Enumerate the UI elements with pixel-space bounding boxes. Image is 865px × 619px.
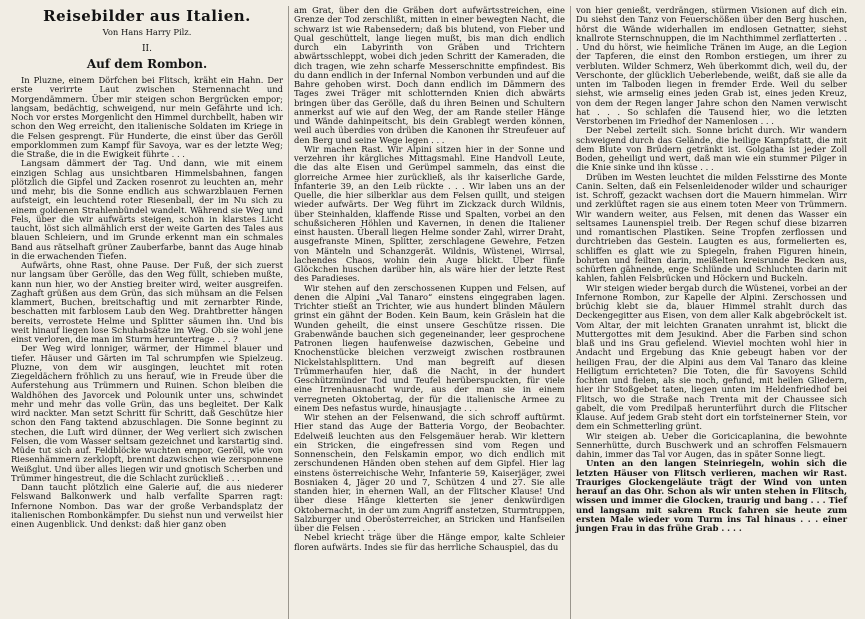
paragraph: Wir machen Rast. Wir Alpini sitzen hier in der Sonne und verzehren ihr kärgliches Mittagsmahl. Eine Handvoll Leute, die das alte Eisen und Gerümpel sammeln, das einst die glorreiche Armee hier zurückließ, als ihr kaiserliche Garde, Infanterie 39, an den Leib rückte . . . Wir laben uns an der Quelle, die hier silberklar aus dem Felsen quillt, und steigen wieder aufwärts. Der Weg führt im Zickzack durch Wildnis, über Steinhalden, klaffende Risse und Spalten, vorbei an den schußsicheren Höhlen und Kavernen, in denen die Italiener einst hausten. Überall liegen Helme sonder Zahl, wirrer Draht, ausgefranste Minen, Splitter, zerschlagene Gewehre, Fetzen von Mänteln und Schanzgerät. Wildnis, Wüstenei, Wirrsal, lachendes Chaos, wohin dein Auge blickt. Über fünfe Glöckchen huschen darüber hin, als wäre hier der letzte Rest des Paradieses. [294,143,565,284]
paragraph: am Grat, über den die Gräben dort aufwärtsstreichen, eine Grenze der Tod zerschlißt, mitten in einer bewegten Nacht, die schwarz ist wie Rabensedern; daß bis blutend, von Fieber und Qual geschüttelt, lange liegen mußt, bis man dich endlich durch ein Labyrinth von Gräben und Trichtern abwärtsschleppt, wobei dich jeden Schritt der Kameraden, die dich tragen, wie zehn scharfe Messerschnitte empfindest. Bis du dann endlich in der Infernal Nombon verbunden und auf die Bahre gehoben wirst. Doch dann endlich im Dämmern des Tages zwei Träger mit schlotternden Knien dich abwärts bringen über das Gerölle, daß du ihren Beinen und Schultern anmerkst auf wie auf den Weg, der am Rande steiler Hänge und Wände dahinpeitscht, bis dein Grablegt werden können, weil auch überdies von drüben die Kanonen ihr Streufeuer auf den Berg und seine Wege legen . . . [294,6,565,145]
paragraph: von hier genießt, verdrängen, stürmen Visionen auf dich ein. Du siehst den Tanz von Feuerschößen über den Berg huschen, hörst die Wände widerhallen im endlosen Getnatter, siehst knallrote Sternschnuppen, die im Nachthimmel zerflatterten . . . Und du hörst, wie heimliche Tränen im Auge, an die Legion der Tapferen, die einst den Rombon erstiegen, um ihrer zu verbluten. Wilder Schmerz, Weh überkommt dich, weil du, der Verschonte, der glücklich Ueberlebende, weißt, daß sie alle da unten im Talboden liegen in fremder Erde. Weil du selber siehst, wie armselig eines jeden Grab ist, eines jeden Kreuz, von dem der Regen langer Jahre schon den Namen verwischt hat . . . So schlafen die Tausend hier, wo die letzten Verstorbenen im Friedhof der Namenlosen . . . [576,6,847,126]
paragraph: Nebel kriecht träge über die Hänge empor, kalte Schleier floren aufwärts. Indes sie für das herrliche Schauspiel, das du [294,532,565,552]
paragraph: Der Weg wird lonniger, wärmer, der Himmel blauer und tiefer. Häuser und Gärten im Tal schrumpfen wie Spielzeug. Pluzne, von dem wir ausgingen, leuchtet mit roten Ziegeldächern fröhlich zu uns herauf, wie in Freude über die Auferstehung aus Trümmern und Ruinen. Schon bleiben die Waldhöhen des Javorcek und Polounik unter uns, schwindet mehr und mehr das volle Grün, das uns begleitet. Der Kalk wird nackter. Man setzt Schritt für Schritt, daß Geschütze hier schon den Fang taktend abzuschlagen. Die Sonne beginnt zu stechen, die Luft wird dünner, der Weg verliert sich zwischen Felsen, die vom Wasser seltsam gezeichnet und karstartig sind. Müde tut sich auf. Feldblöcke wuchten empor, Geröll, wie von Riesenhämmern zerklopft, brennt dazwischen wie zersponnene Weißglut. Und über alles liegen wir und gnotisch Scherben und Trümmer hingestreut, die die Schlacht zurückließ . . . [11,343,283,483]
article-title: Reisebilder aus Italien. [43,7,251,25]
column-1 [6,6,288,619]
column-3 [570,6,852,619]
paragraph: Unten an den langen Steinriegeln, wohin sich die letzten Häuser von Flitsch verlieren, machen wir Rast. Trauriges Glockengeläute trägt der Wind von unten herauf an das Ohr. Schon als wir unten stehen in Flitsch, wissen und immer die Glocken, traurig und bang . . . Tief und langsam mit sakrem Ruck fahren sie heute zum ersten Male wieder vom Turm ins Tal hinaus . . . einer jungen Frau in das frühe Grab . . . . [576,458,847,533]
paragraph: Aufwärts, ohne Rast, ohne Pause. Der Fuß, der sich zuerst nur langsam über Gerölle, das den Weg füllt, schieben mußte, kann nun hier, wo der Anstieg breiter wird, weiter ausgreifen. Zaghaft grüßen aus dem Grün, das sich mühsam an die Felsen klammert, Buchen, breitschaftig und mit zernarbter Rinde, beschatten mit farblosem Laub den Weg. Drahtbretter hängen bereits, verrostete Helme und Splitter säumen ihn. Und bis weit hinauf liegen lose Schuhabsätze im Weg. Ob sie wohl jene einst verloren, die man im Sturm heruntertrage . . . ? [11,260,283,344]
paragraph: Wir steigen wieder bergab durch die Wüstenei, vorbei an der Infernone Rombon, zur Kapelle der Alpini. Zerschossen und brüchig klebt sie da, blauer Himmel strahlt durch das Deckengegitter aus Eisen, von dem aller Kalk abgebröckelt ist. Vom Altar, der mit leichten Granaten unrahmt ist, blickt die Muttergottes mit dem Jesukind. Aber die Farben sind schon blaß und ins Grau gefielend. Wieviel mochten wohl hier in Andacht und Ergebung das Knie gebeugt haben vor der heiligen Frau, der die Alpini aus dem Val Tanaro das kleine Heiligtum errichteten? Die Toten, die für Savoyens Schild fochten und fielen, als sie noch, gefund, mit heilen Gliedern, hier ihr Stoßgebet taten, liegen unten im Heldenfriedhof bei Flitsch, wo die Straße nach Trenta mit der Chaussee sich gabelt, die vom Predilpaß herunterführt durch die Flitscher Klause. Auf jedem Grab steht dort ein torfsteinerner Stein, vor dem ein Schmetterling grünt. [576,282,847,432]
section-number: II. [142,44,152,54]
paragraph: Langsam dämmert der Tag. Und dann, wie mit einem einzigen Schlag aus unsichtbaren Himmelsbahnen, fangen plötzlich die Gipfel und Zacken rosenrot zu leuchten an, mehr und mehr, bis die Sonne endlich aus schwarzblauen Fernen aufsteigt, ein leuchtend roter Riesenball, der im Nu sich zu einem goldenen Strahlenbündel wandelt. Während sie Weg und Fels, über die wir aufwärts steigen, schon in klarstes Licht taucht, löst sich allmählich erst der weite Garten des Tales aus blauen Schleiern, und im Grunde erkennt man ein schmales Band aus rätselhaft grüner Zauberfarbe, bannt das Auge hinab in die erwachenden Tiefen. [11,158,283,261]
paragraph: Dann taucht plötzlich eine Galerie auf, die aus niederer Felswand Balkonwerk und halb verfallte Sparren ragt: Infernone Nombon. Das war der große Verbandsplatz der italienischen Rombonkämpfer. Du siehst nun und verweilst hier einen Augenblick. Und denkst: daß hier ganz oben [11,482,283,529]
column-2 [288,6,570,619]
article-columns [6,6,859,619]
paragraph: Der Nebel zerteilt sich. Sonne bricht durch. Wir wandern schweigend durch das Gelände, die heilige Kampfstatt, die mit dem Blute von Brüdern getränkt ist. Golgatha ist jeder Zoll Boden, geheiligt und wert, daß man wie ein stummer Pilger in die Knie sinke und ihn küsse . . . [576,125,847,173]
paragraph: Wir stehen auf den zerschossenen Kuppen und Felsen, auf denen die Alpini „Val Tanaro“ einstens eingegraben lagen. Trichter stießt an Trichter, wie aus hundert blinden Mäulern grinst ein gähnt der Boden. Kein Baum, kein Gräslein hat die Wunden geheilt, die einst unsere Geschütze rissen. Die Grabenwände bauchen sich gegeneinander, leer gesprochene Patronen liegen haufenweise dazwischen, Gebeine und Knochenstücke bleichen verzweigt zwischen rostbraunen Nickelstahlsplittern. Und man begreift auf diesen Trümmerhaufen hier, daß die Nacht, in der hundert Geschützmünder Tod und Teufel herüberspuckten, für viele eine Irrenhausnacht wurde, aus der man sie in einem verregneten Oktobertag, der für die italienische Armee zu einem Des nefastus wurde, hinausjagte . . . [294,282,565,413]
paragraph: Wir steigen ab. Ueber die Goricicaplanina, die bewohnte Sennerhütte, durch Buschwerk und an schroffen Felsmauern dahin, immer das Tal vor Augen, das in später Sonne liegt. [576,430,847,459]
paragraph: Drüben im Westen leuchtet die milden Felsstirne des Monte Canin. Selten, daß ein Felsenleidenoder wilder und schauriger ist. Schroff, gezackt wachsen dort die Mauern himmelan. Wirr und zerklüftet ragen sie aus einem toten Meer von Trümmern. Wir wandern weiter, aus Felsen, mit denen das Wasser ein seltsames Launenspiel treib. Der Regen schuf diese bizarren und romantischen Plastiken. Seine Tropfen zerflossen und durchtrieben das Gestein. Laugten es aus, formelierten es, schliffen es glatt wie zu Spiegeln, frahen Figuren hinein, bohrten und feilten darin, meißelten kreisrunde Becken aus, schürften gähnende, enge Schlünde und Schluchten darin mit kahlen, fahlen Felsbrücken und Höckern und Buckeln. [576,171,847,284]
section-subtitle: Auf dem Rombon. [86,57,208,71]
paragraph: Wir stehen an der Felsenwand, die sich schroff auftürmt. Hier stand das Auge der Batteria Vorgo, der Beobachter. Edelweiß leuchten aus den Felsgemäuer herab. Wir klettern ein Stricken, die eingefressen sind vom Regen und Sonnenschein, den Felskamin empor, wo dich endlich mit zerschundenen Händen oben stehen auf dem Gipfel. Hier lag einstens österreichische Wehr, Infanterie 59, Kaiserjäger, zwei Bosniaken 4, Jäger 20 und 7, Schützen 4 und 27. Sie alle standen hier, in ehernen Wall, an der Flitscher Klause! Und über diese Hänge kletterten sie jener denkwürdigen Oktobernacht, in der um zum Angriff anstetzen, Sturmtruppen, Salzburger und Oberösterreicher, an Stricken und Hanfseilen über die Felsen . . . [294,412,565,533]
article-byline: Von Hans Harry Pilz. [102,27,192,37]
paragraph: In Pluzne, einem Dörfchen bei Flitsch, kräht ein Hahn. Der erste verirrte Laut zwischen Sternennacht und Morgendämmern. Über mir steigen schon Bergrücken empor; langsam, bedächtig, schweigend, nur mein Gefährte und ich. Noch vor erstes Morgenlicht den Himmel durchbellt, haben wir schon den Weg erreicht, den italienische Soldaten im Kriege in die Felsen gesprengt. Für Hunderte, die einst über das Geröll emporklommen zum Kampf für Savoya, war es der letzte Weg; die Straße, die in die Ewigkeit führte . . . [11,75,283,159]
